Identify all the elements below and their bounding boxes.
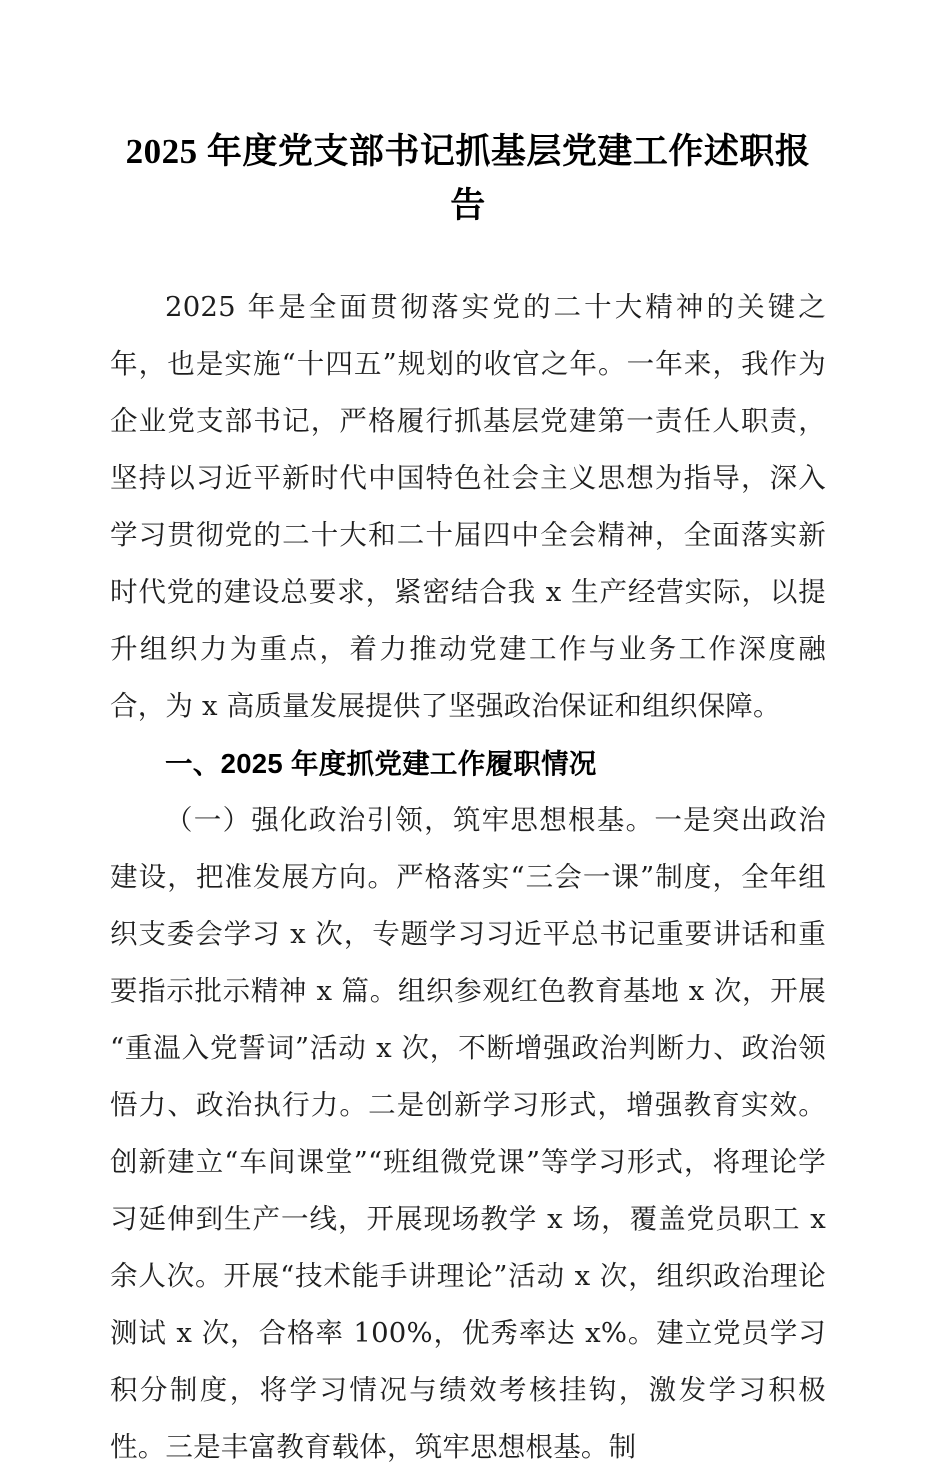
document-body: [110, 0, 826, 1476]
section-heading-1: 一、2025 年度抓党建工作履职情况: [165, 748, 597, 779]
opening-paragraph: 2025 年是全面贯彻落实党的二十大精神的关键之年，也是实施“十四五”规划的收官之年。一年来，我作为企业党支部书记，严格履行抓基层党建第一责任人职责，坚持以习近平新时代中国特色社会主义思想为指导，深入学习贯彻党的二十大和二十届四中全会精神，全面落实新时代党的建设总要求，紧密结合我 x 生产经营实际，以提升组织力为重点，着力推动党建工作与业务工作深度融合，为 x 高质量发展提供了坚强政治保证和组织保障。: [110, 291, 826, 722]
subsection-paragraph-1: （一）强化政治引领，筑牢思想根基。一是突出政治建设，把准发展方向。严格落实“三会一课”制度，全年组织支委会学习 x 次，专题学习习近平总书记重要讲话和重要指示批示精神 x 篇。组织参观红色教育基地 x 次，开展“重温入党誓词”活动 x 次，不断增强政治判断力、政治领悟力、政治执行力。二是创新学习形式，增强教育实效。创新建立“车间课堂”“班组微党课”等学习形式，将理论学习延伸到生产一线，开展现场教学 x 场，覆盖党员职工 x 余人次。开展“技术能手讲理论”活动 x 次，组织政治理论测试 x 次，合格率 100%，优秀率达 x%。建立党员学习积分制度，将学习情况与绩效考核挂钩，激发学习积极性。三是丰富教育载体，筑牢思想根基。制: [110, 804, 826, 1463]
document-title: 2025 年度党支部书记抓基层党建工作述职报告: [125, 132, 811, 225]
